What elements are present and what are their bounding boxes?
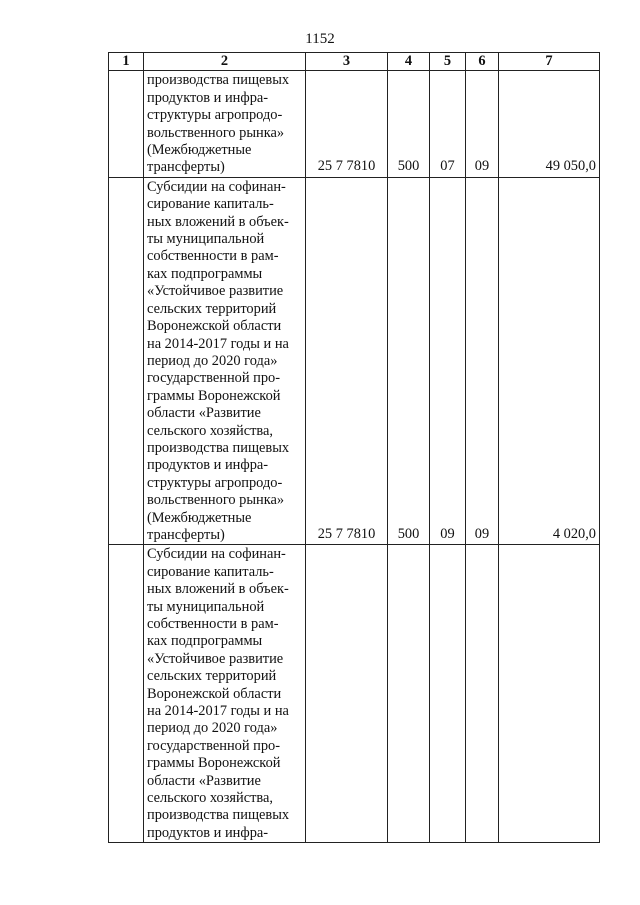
description-line: области «Развитие	[147, 405, 261, 422]
description-line: Воронежской области	[147, 318, 282, 335]
target-code-cell	[306, 545, 388, 843]
description-line: период до 2020 года»	[147, 352, 278, 369]
description-cell	[144, 71, 306, 177]
description-line: ных вложений в объек-	[147, 213, 289, 230]
description-line: «Устойчивое развитие	[147, 283, 284, 300]
header-row	[109, 53, 600, 71]
description-line: Субсидии на софинан-	[147, 546, 286, 563]
description-line: области «Развитие	[147, 772, 261, 789]
description-line: продуктов и инфра-	[147, 824, 269, 841]
description-cell	[144, 545, 306, 843]
description-line: сирование капиталь-	[147, 563, 274, 580]
amount-cell: 4 020,0	[499, 177, 600, 545]
section-cell: 09	[430, 177, 466, 545]
column-header-7: 7	[499, 53, 600, 71]
target-code-cell: 25 7 7810	[306, 71, 388, 177]
description-line: Субсидии на софинан-	[147, 178, 286, 195]
description-line: сельских территорий	[147, 668, 277, 685]
row-number-cell	[109, 177, 144, 545]
description-cell	[144, 177, 306, 545]
column-header-6: 6	[466, 53, 499, 71]
description-line: сельского хозяйства,	[147, 790, 273, 807]
amount-cell	[499, 545, 600, 843]
description-line: вольственного рынка»	[147, 124, 285, 141]
description-line: ках подпрограммы	[147, 633, 263, 650]
description-line: Воронежской области	[147, 685, 282, 702]
description-line: сельских территорий	[147, 300, 277, 317]
description-line: государственной про-	[147, 737, 281, 754]
amount-cell: 49 050,0	[499, 71, 600, 177]
description-line: ты муниципальной	[147, 598, 265, 615]
page-number: 1152	[305, 31, 335, 47]
row-number-cell	[109, 71, 144, 177]
description-line: граммы Воронежской	[147, 755, 281, 772]
description-line: продуктов и инфра-	[147, 89, 269, 106]
column-header-3: 3	[306, 53, 388, 71]
expense-type-cell: 500	[388, 71, 430, 177]
description-line: производства пищевых	[147, 439, 290, 456]
table-row	[109, 177, 600, 545]
description-line: собственности в рам-	[147, 616, 279, 632]
description-line: вольственного рынка»	[147, 492, 285, 509]
expense-type-cell	[388, 545, 430, 843]
subsection-cell: 09	[466, 177, 499, 545]
column-header-1: 1	[109, 53, 144, 71]
description-line: производства пищевых	[147, 72, 290, 89]
description-line: структуры агропродо-	[147, 107, 283, 124]
description-line: период до 2020 года»	[147, 720, 278, 737]
description-line: «Устойчивое развитие	[147, 650, 284, 667]
section-cell	[430, 545, 466, 843]
description-line: сельского хозяйства,	[147, 422, 273, 439]
description-line: производства пищевых	[147, 807, 290, 824]
budget-table	[108, 52, 600, 843]
description-line: (Межбюджетные	[147, 142, 252, 159]
description-line: государственной про-	[147, 370, 281, 387]
description-line: ных вложений в объек-	[147, 581, 289, 598]
description-line: трансферты)	[147, 526, 225, 543]
description-line: трансферты)	[147, 159, 225, 176]
description-line: на 2014-2017 годы и на	[147, 703, 289, 720]
table-body	[109, 71, 600, 843]
description-line: сирование капиталь-	[147, 196, 274, 213]
description-line: граммы Воронежской	[147, 387, 281, 404]
column-header-4: 4	[388, 53, 430, 71]
description-line: структуры агропродо-	[147, 474, 283, 491]
description-line: (Межбюджетные	[147, 509, 252, 526]
subsection-cell: 09	[466, 71, 499, 177]
description-line: на 2014-2017 годы и на	[147, 335, 289, 352]
description-line: собственности в рам-	[147, 248, 279, 265]
section-cell: 07	[430, 71, 466, 177]
table-row	[109, 545, 600, 843]
description-line: ты муниципальной	[147, 231, 265, 248]
column-header-2: 2	[144, 53, 306, 71]
table-row	[109, 71, 600, 177]
expense-type-cell: 500	[388, 177, 430, 545]
target-code-cell: 25 7 7810	[306, 177, 388, 545]
description-line: продуктов и инфра-	[147, 457, 269, 474]
subsection-cell	[466, 545, 499, 843]
description-line: ках подпрограммы	[147, 265, 263, 282]
column-header-5: 5	[430, 53, 466, 71]
row-number-cell	[109, 545, 144, 843]
